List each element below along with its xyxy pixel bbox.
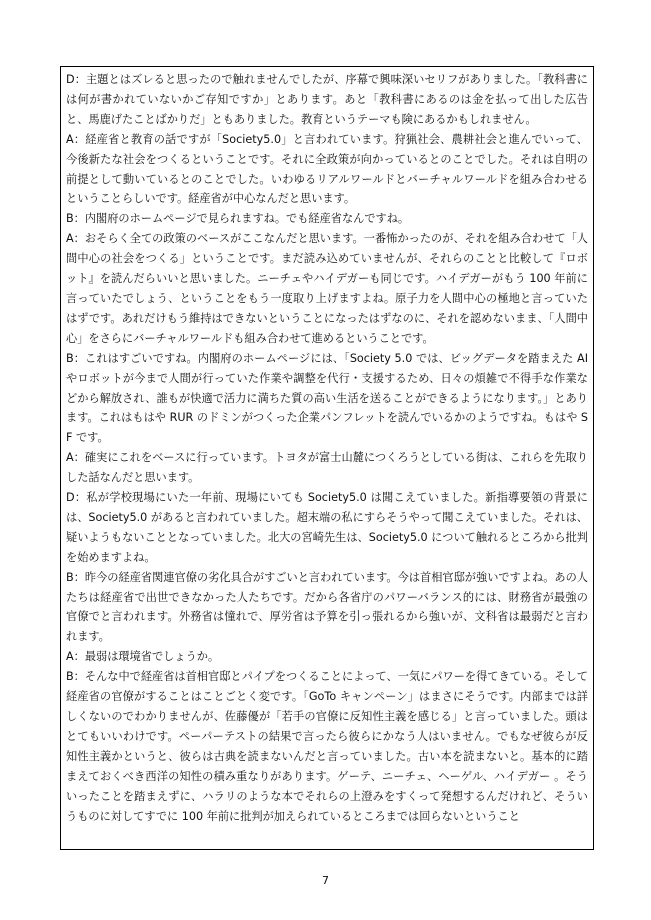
page-number: 7 xyxy=(322,874,329,887)
paragraph-a-toyota-city: A：確実にこれをベースに行っています。トヨタが富士山麓につくろうとしている街は、これらを先取りした話なんだと思います。 xyxy=(66,451,588,485)
paragraph-b-cabinet-office: B：内閣府のホームページで見られますね。でも経産省なんですね。 xyxy=(66,212,410,226)
paragraph-b-homepage-quote: B：これはすごいですね。内閣府のホームページには、「Society 5.0 では、ビッグデータを踏まえた AI やロボットが今まで人間が行っていた作業や調整を代行・支援するため、日々の煩雑で不得手な作業などから解放され、誰もが快適で活力に満ちた質の高い生活を送ることができるようになります。」とあります。これはもはや RUR のドミンがつくった企業パンフレットを読んでいるかのようですね。もはや SF です。 xyxy=(66,351,588,445)
paragraph-d-school: D：私が学校現場にいた一年前、現場にいても Society5.0 は聞こえていました。新指導要領の背景には、Society5.0 があると言われていました。超末端の私にすらそうやって聞こえていました。それは、疑いようもないこととなっていました。北大の宮崎先生は、Society5.0 について触れるところから批判を始めますよね。 xyxy=(66,491,588,564)
paragraph-a-environment-ministry: A：最弱は環境省でしょうか。 xyxy=(66,650,220,664)
paragraph-d-textbook-line: D：主題とはズレると思ったので触れませんでしたが、序幕で興味深いセリフがありました。「教科書には何が書かれていないかご存知ですか」とあります。あと「教科書にあるのは金を払って出した広告と、馬鹿げたことばかりだ」ともありました。教育というテーマも険にあるかもしれません。 xyxy=(66,73,588,126)
transcript-box xyxy=(60,66,594,850)
paragraph-b-bureaucrats: B：昨今の経産省関連官僚の劣化具合がすごいと言われています。今は首相官邸が強いですよね。あの人たちは経産省で出世できなかった人たちです。だから各省庁のパワーバランス的には、財務省が最強の官僚でと言われます。外務省は憧れで、厚労省は予算を引っ張れるから強いが、文科省は最弱だと言われます。 xyxy=(66,570,588,644)
paragraph-a-human-centered: A：おそらく全ての政策のベースがここなんだと思います。一番怖かったのが、それを組み合わせて「人間中心の社会をつくる」ということです。まだ読み込めていませんが、それらのことと比較して『ロボット』を読んだらいいと思いました。ニーチェやハイデガーも同じです。ハイデガーがもう 100 年前に言っていたでしょう、ということをもう一度取り上げますよね。原子力を人間中心の極地と言っていたはずです。あれだけもう維持はできないということになったはずなのに、それを認めないまま、「人間中心」をさらにバーチャルワールドも組み合わせて進めるということです。 xyxy=(66,232,588,345)
paragraph-a-society50: A：経産省と教育の話ですが「Society5.0」と言われています。狩猟社会、農耕社会と進んでいって、今後新たな社会をつくるということです。それに全政策が向かっているとのことでした。それは自明の前提として動いているとのことでした。いわゆるリアルワールドとバーチャルワールドを組み合わせるということらしいです。経産省が中心なんだと思います。 xyxy=(66,132,588,206)
paragraph-b-anti-intellectualism: B：そんな中で経産省は首相官邸とパイプをつくることによって、一気にパワーを得てきている。そして経産省の官僚がすることはことごとく変です。「GoTo キャンペーン」はまさにそうです。内部までは詳しくないのでわかりませんが、佐藤優が「若手の官僚に反知性主義を感じる」と言っていました。頭はとてもいいわけです。ペーパーテストの結果で言ったら彼らにかなう人はいません。でもなぜ彼らが反知性主義かというと、彼らは古典を読まないんだと言っていました。古い本を読まないと。基本的に踏まえておくべき西洋の知性の積み重なりがあります。ゲーテ、ニーチェ、ヘーゲル、ハイデガー 。そういったことを踏まえずに、ハラリのような本でそれらの上澄みをすくって発想するんだけれど、そういうものに対してすでに 100 年前に批判が加えられているところまでは回らないということ xyxy=(66,670,588,823)
